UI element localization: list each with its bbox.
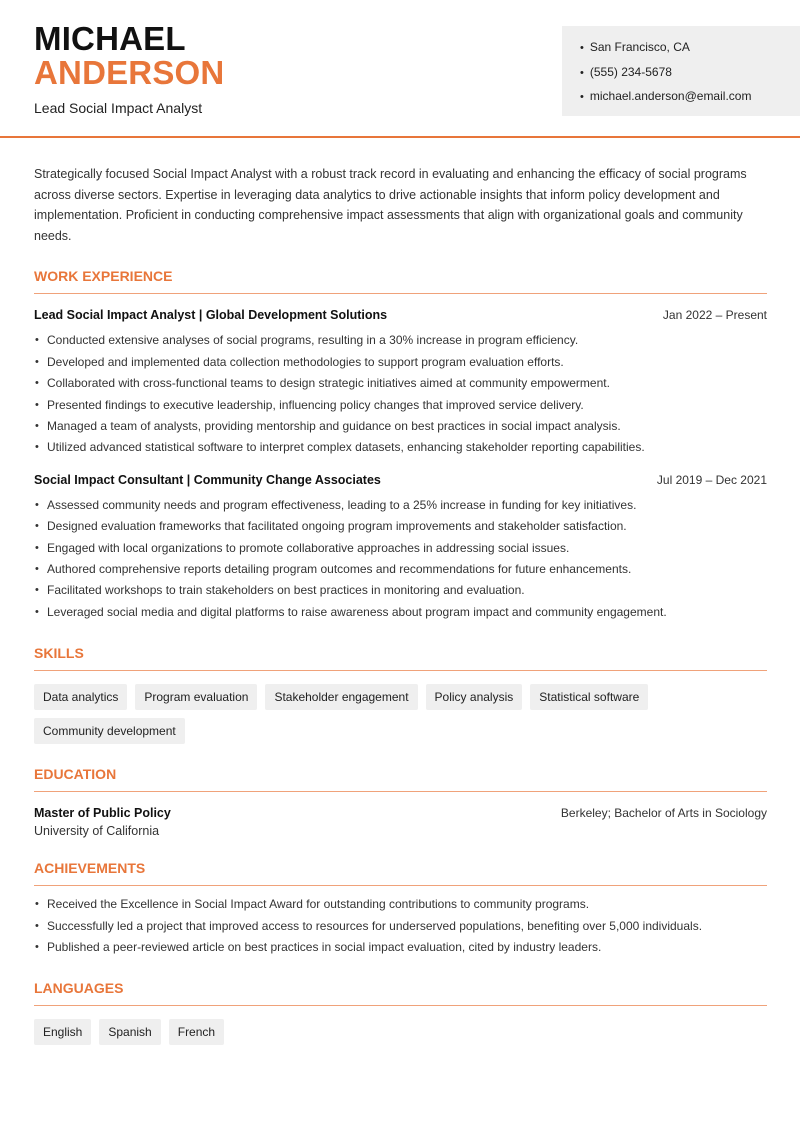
skill-chip: Policy analysis: [426, 684, 523, 710]
skill-chip: Statistical software: [530, 684, 648, 710]
language-chip: Spanish: [99, 1019, 160, 1045]
bullet-item: • Leveraged social media and digital platforms to raise awareness about program impact and community engagement.: [34, 602, 767, 623]
job-title: Social Impact Consultant | Community Change Associates: [34, 472, 381, 487]
candidate-name: [34, 22, 224, 90]
achievement-item: • Received the Excellence in Social Impact Award for outstanding contributions to community programs.: [34, 894, 767, 915]
language-chip: English: [34, 1019, 91, 1045]
job-title: Lead Social Impact Analyst | Global Development Solutions: [34, 308, 388, 323]
section-title-skills: SKILLS: [34, 645, 767, 671]
bullet-item: • Assessed community needs and program effectiveness, leading to a 25% increase in funding for key initiatives.: [34, 495, 767, 516]
section-title-languages: LANGUAGES: [34, 980, 767, 1006]
job-entry: [34, 308, 767, 458]
education-degree: Master of Public Policy: [34, 806, 171, 821]
job-entry: [34, 473, 767, 623]
skills-list: [34, 684, 767, 744]
job-bullets: [34, 330, 767, 458]
bullet-item: • Designed evaluation frameworks that facilitated ongoing program improvements and stakeholder satisfaction.: [34, 516, 767, 537]
summary-paragraph: Strategically focused Social Impact Analyst with a robust track record in evaluating and enhancing the efficacy of social programs across diverse sectors. Expertise in leveraging data analytics to drive actionable insights that inform policy development and implementation. Proficient in conducting comprehensive impact assessments that align with organizational goals and community needs.: [34, 167, 747, 243]
achievements-list: [34, 894, 767, 958]
bullet-item: • Authored comprehensive reports detailing program outcomes and recommendations for future enhancements.: [34, 559, 767, 580]
skill-chip: Stakeholder engagement: [265, 684, 417, 710]
bullet-item: • Presented findings to executive leadership, influencing policy changes that improved service delivery.: [34, 395, 767, 416]
bullet-item: • Engaged with local organizations to promote collaborative approaches in addressing social issues.: [34, 538, 767, 559]
education-school: University of California: [34, 824, 160, 839]
bullet-item: • Collaborated with cross-functional teams to design strategic initiatives aimed at community empowerment.: [34, 373, 767, 394]
job-dates: Jan 2022 – Present: [662, 308, 767, 323]
job-role: Lead Social Impact Analyst: [34, 100, 203, 116]
job-dates: Jul 2019 – Dec 2021: [656, 472, 767, 487]
skill-chip: Program evaluation: [135, 684, 257, 710]
achievement-item: • Successfully led a project that improved access to resources for underserved populations, benefiting over 5,000 individuals.: [34, 916, 767, 937]
skill-chip: Community development: [34, 718, 185, 744]
bullet-item: • Managed a team of analysts, providing mentorship and guidance on best practices in social impact analysis.: [34, 416, 767, 437]
first-name: MICHAEL: [34, 20, 186, 57]
resume-header: [0, 0, 800, 138]
language-chip: French: [169, 1019, 224, 1045]
bullet-item: • Developed and implemented data collection methodologies to support program evaluation efforts.: [34, 352, 767, 373]
contact-email[interactable]: • michael.anderson@email.com: [580, 85, 800, 110]
contact-box: [562, 26, 800, 116]
section-title-achievements: ACHIEVEMENTS: [34, 860, 767, 886]
education-detail: Berkeley; Bachelor of Arts in Sociology: [560, 806, 767, 821]
languages-list: [34, 1019, 767, 1045]
resume-body: [34, 160, 767, 1045]
job-bullets: [34, 495, 767, 623]
education-entry: [34, 806, 767, 838]
contact-phone: • (555) 234-5678: [580, 61, 800, 86]
achievement-item: • Published a peer-reviewed article on best practices in social impact evaluation, cited by industry leaders.: [34, 937, 767, 958]
skill-chip: Data analytics: [34, 684, 127, 710]
last-name: ANDERSON: [34, 54, 225, 91]
contact-location: • San Francisco, CA: [580, 36, 800, 61]
bullet-item: • Facilitated workshops to train stakeholders on best practices in monitoring and evaluation.: [34, 580, 767, 601]
bullet-item: • Utilized advanced statistical software to interpret complex datasets, enhancing stakeholder reporting capabilities.: [34, 437, 767, 458]
section-title-education: EDUCATION: [34, 766, 767, 792]
bullet-item: • Conducted extensive analyses of social programs, resulting in a 30% increase in program efficiency.: [34, 330, 767, 351]
section-title-work: WORK EXPERIENCE: [34, 268, 767, 294]
